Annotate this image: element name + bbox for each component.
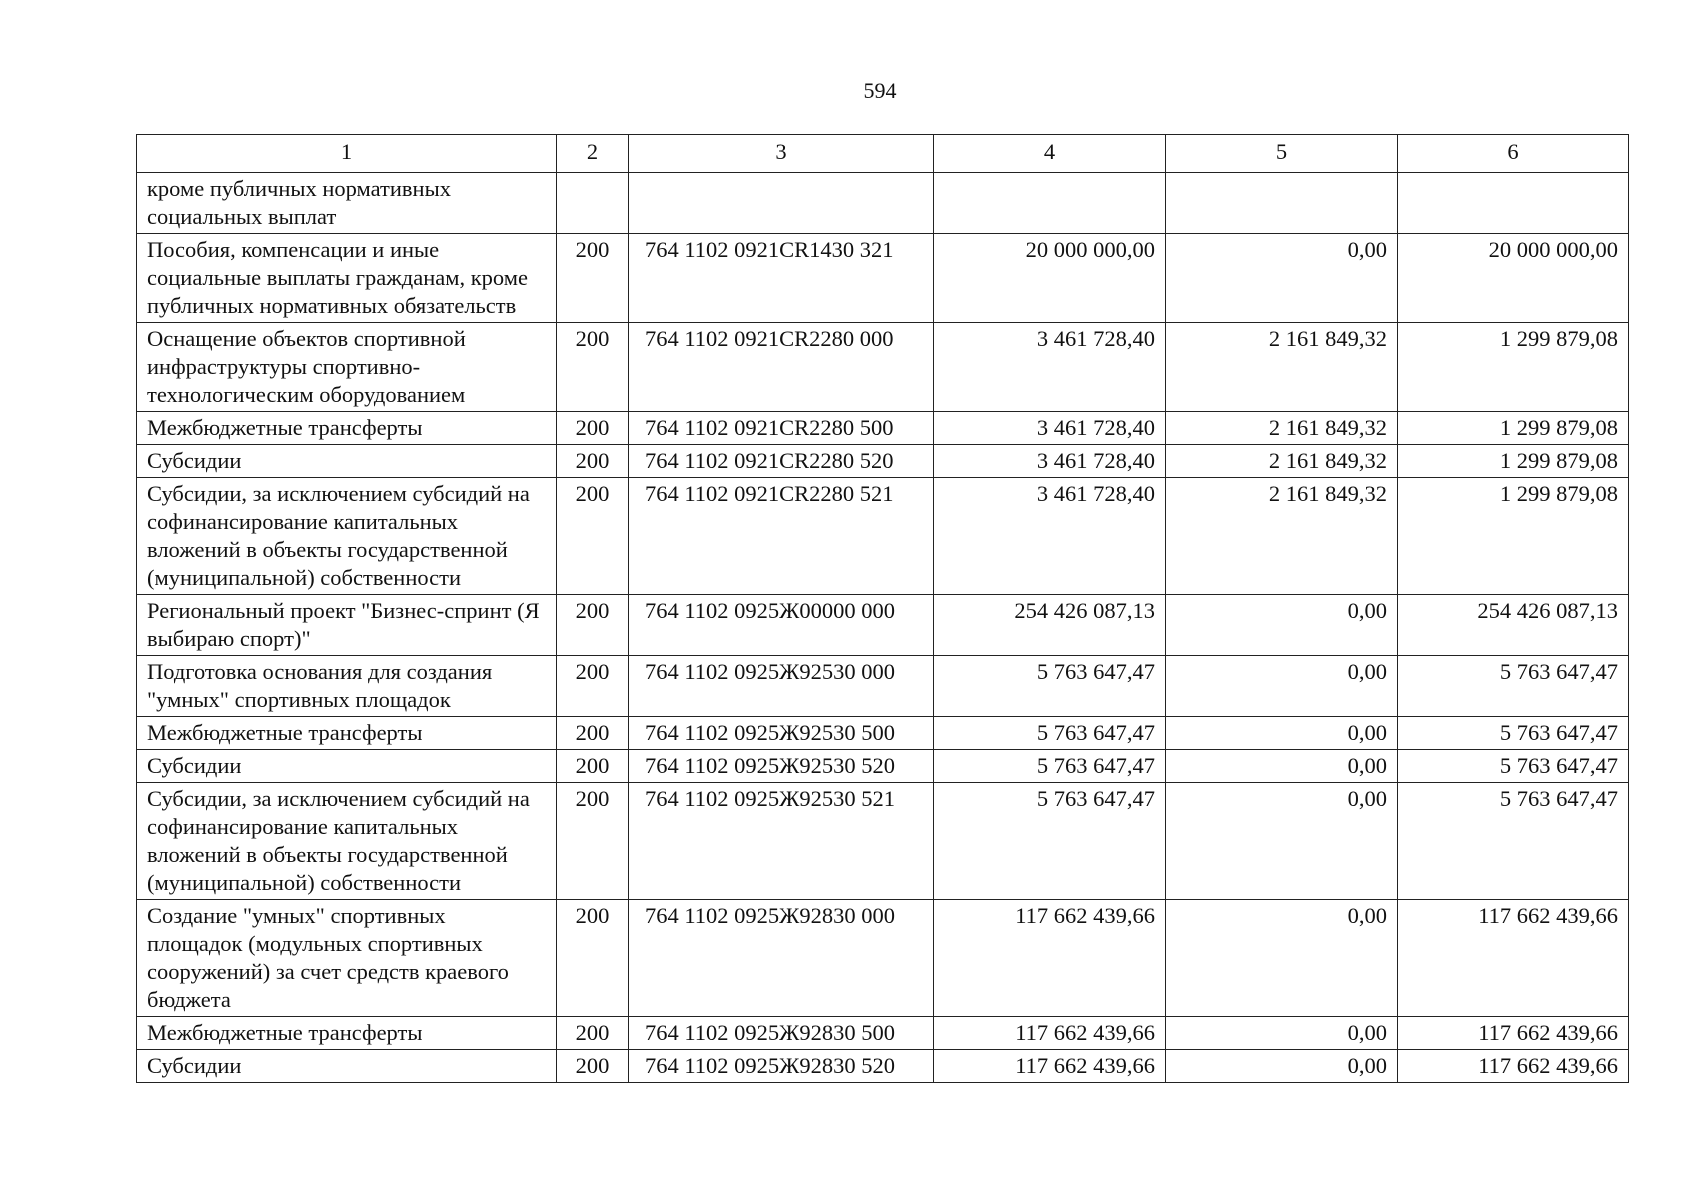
- column-header: 4: [934, 135, 1166, 173]
- amount-5-cell: 0,00: [1166, 750, 1398, 783]
- amount-5-cell: 0,00: [1166, 783, 1398, 900]
- column-2-cell: 200: [557, 234, 629, 323]
- item-name-cell: Подготовка основания для создания "умных" спортивных площадок: [137, 656, 557, 717]
- item-name-cell: Субсидии, за исключением субсидий на софинансирование капитальных вложений в объекты государственной (муниципальной) собственности: [137, 478, 557, 595]
- budget-code-cell: 764 1102 0925Ж92530 520: [629, 750, 934, 783]
- amount-6-cell: 5 763 647,47: [1398, 750, 1629, 783]
- amount-4-cell: 5 763 647,47: [934, 783, 1166, 900]
- amount-4-cell: 20 000 000,00: [934, 234, 1166, 323]
- amount-6-cell: 1 299 879,08: [1398, 478, 1629, 595]
- amount-5-cell: 0,00: [1166, 656, 1398, 717]
- budget-code-cell: 764 1102 0925Ж00000 000: [629, 595, 934, 656]
- amount-4-cell: 3 461 728,40: [934, 478, 1166, 595]
- budget-code-cell: 764 1102 0925Ж92830 500: [629, 1017, 934, 1050]
- item-name-cell: Межбюджетные трансферты: [137, 1017, 557, 1050]
- budget-code-cell: 764 1102 0925Ж92530 521: [629, 783, 934, 900]
- page-number: 594: [863, 78, 897, 103]
- amount-4-cell: 5 763 647,47: [934, 717, 1166, 750]
- column-2-cell: 200: [557, 323, 629, 412]
- amount-6-cell: 117 662 439,66: [1398, 900, 1629, 1017]
- column-2-cell: 200: [557, 1017, 629, 1050]
- table-row: [137, 1050, 1629, 1083]
- amount-6-cell: [1398, 173, 1629, 234]
- table-header: [137, 135, 1629, 173]
- column-2-cell: 200: [557, 656, 629, 717]
- amount-6-cell: 5 763 647,47: [1398, 656, 1629, 717]
- column-2-cell: 200: [557, 750, 629, 783]
- column-2-cell: [557, 173, 629, 234]
- amount-4-cell: 3 461 728,40: [934, 323, 1166, 412]
- table-row: [137, 1017, 1629, 1050]
- item-name-cell: Региональный проект "Бизнес-спринт (Я выбираю спорт)": [137, 595, 557, 656]
- amount-5-cell: 0,00: [1166, 595, 1398, 656]
- table-row: [137, 478, 1629, 595]
- column-header: 1: [137, 135, 557, 173]
- amount-5-cell: 0,00: [1166, 1017, 1398, 1050]
- amount-6-cell: 5 763 647,47: [1398, 783, 1629, 900]
- column-2-cell: 200: [557, 783, 629, 900]
- budget-code-cell: 764 1102 0925Ж92830 520: [629, 1050, 934, 1083]
- amount-4-cell: 117 662 439,66: [934, 1017, 1166, 1050]
- table-row: [137, 656, 1629, 717]
- column-2-cell: 200: [557, 445, 629, 478]
- column-2-cell: 200: [557, 412, 629, 445]
- amount-4-cell: 5 763 647,47: [934, 750, 1166, 783]
- amount-4-cell: 3 461 728,40: [934, 445, 1166, 478]
- amount-6-cell: 1 299 879,08: [1398, 445, 1629, 478]
- column-2-cell: 200: [557, 595, 629, 656]
- budget-code-cell: 764 1102 0925Ж92830 000: [629, 900, 934, 1017]
- amount-6-cell: 117 662 439,66: [1398, 1050, 1629, 1083]
- table-row: [137, 783, 1629, 900]
- amount-4-cell: [934, 173, 1166, 234]
- item-name-cell: Межбюджетные трансферты: [137, 717, 557, 750]
- amount-5-cell: 0,00: [1166, 234, 1398, 323]
- budget-code-cell: 764 1102 0921CR2280 500: [629, 412, 934, 445]
- header-row: [137, 135, 1629, 173]
- column-2-cell: 200: [557, 1050, 629, 1083]
- table-row: [137, 595, 1629, 656]
- budget-code-cell: 764 1102 0921CR2280 521: [629, 478, 934, 595]
- amount-5-cell: 2 161 849,32: [1166, 323, 1398, 412]
- table-row: [137, 412, 1629, 445]
- amount-6-cell: 254 426 087,13: [1398, 595, 1629, 656]
- item-name-cell: Субсидии: [137, 1050, 557, 1083]
- table-row: [137, 323, 1629, 412]
- item-name-cell: Межбюджетные трансферты: [137, 412, 557, 445]
- item-name-cell: Создание "умных" спортивных площадок (модульных спортивных сооружений) за счет средств краевого бюджета: [137, 900, 557, 1017]
- column-2-cell: 200: [557, 900, 629, 1017]
- amount-6-cell: 20 000 000,00: [1398, 234, 1629, 323]
- budget-table: [136, 134, 1629, 1083]
- budget-code-cell: 764 1102 0921CR2280 520: [629, 445, 934, 478]
- item-name-cell: Пособия, компенсации и иные социальные выплаты гражданам, кроме публичных нормативных обязательств: [137, 234, 557, 323]
- amount-5-cell: 0,00: [1166, 717, 1398, 750]
- column-header: 6: [1398, 135, 1629, 173]
- column-header: 3: [629, 135, 934, 173]
- item-name-cell: Оснащение объектов спортивной инфраструктуры спортивно-технологическим оборудованием: [137, 323, 557, 412]
- column-header: 5: [1166, 135, 1398, 173]
- amount-4-cell: 5 763 647,47: [934, 656, 1166, 717]
- amount-5-cell: 2 161 849,32: [1166, 445, 1398, 478]
- amount-5-cell: 2 161 849,32: [1166, 412, 1398, 445]
- budget-code-cell: [629, 173, 934, 234]
- amount-5-cell: 2 161 849,32: [1166, 478, 1398, 595]
- table-body: [137, 173, 1629, 1083]
- amount-4-cell: 117 662 439,66: [934, 1050, 1166, 1083]
- budget-code-cell: 764 1102 0925Ж92530 500: [629, 717, 934, 750]
- table-row: [137, 717, 1629, 750]
- budget-code-cell: 764 1102 0921CR1430 321: [629, 234, 934, 323]
- table-row: [137, 750, 1629, 783]
- table-row: [137, 445, 1629, 478]
- budget-code-cell: 764 1102 0921CR2280 000: [629, 323, 934, 412]
- amount-6-cell: 117 662 439,66: [1398, 1017, 1629, 1050]
- item-name-cell: Субсидии: [137, 445, 557, 478]
- item-name-cell: Субсидии: [137, 750, 557, 783]
- column-2-cell: 200: [557, 478, 629, 595]
- table-row: [137, 900, 1629, 1017]
- amount-4-cell: 3 461 728,40: [934, 412, 1166, 445]
- amount-5-cell: 0,00: [1166, 1050, 1398, 1083]
- table-row: [137, 234, 1629, 323]
- amount-6-cell: 1 299 879,08: [1398, 323, 1629, 412]
- column-2-cell: 200: [557, 717, 629, 750]
- amount-5-cell: 0,00: [1166, 900, 1398, 1017]
- table-row: [137, 173, 1629, 234]
- amount-4-cell: 254 426 087,13: [934, 595, 1166, 656]
- amount-6-cell: 1 299 879,08: [1398, 412, 1629, 445]
- item-name-cell: кроме публичных нормативных социальных выплат: [137, 173, 557, 234]
- amount-6-cell: 5 763 647,47: [1398, 717, 1629, 750]
- column-header: 2: [557, 135, 629, 173]
- item-name-cell: Субсидии, за исключением субсидий на софинансирование капитальных вложений в объекты государственной (муниципальной) собственности: [137, 783, 557, 900]
- amount-4-cell: 117 662 439,66: [934, 900, 1166, 1017]
- amount-5-cell: [1166, 173, 1398, 234]
- budget-code-cell: 764 1102 0925Ж92530 000: [629, 656, 934, 717]
